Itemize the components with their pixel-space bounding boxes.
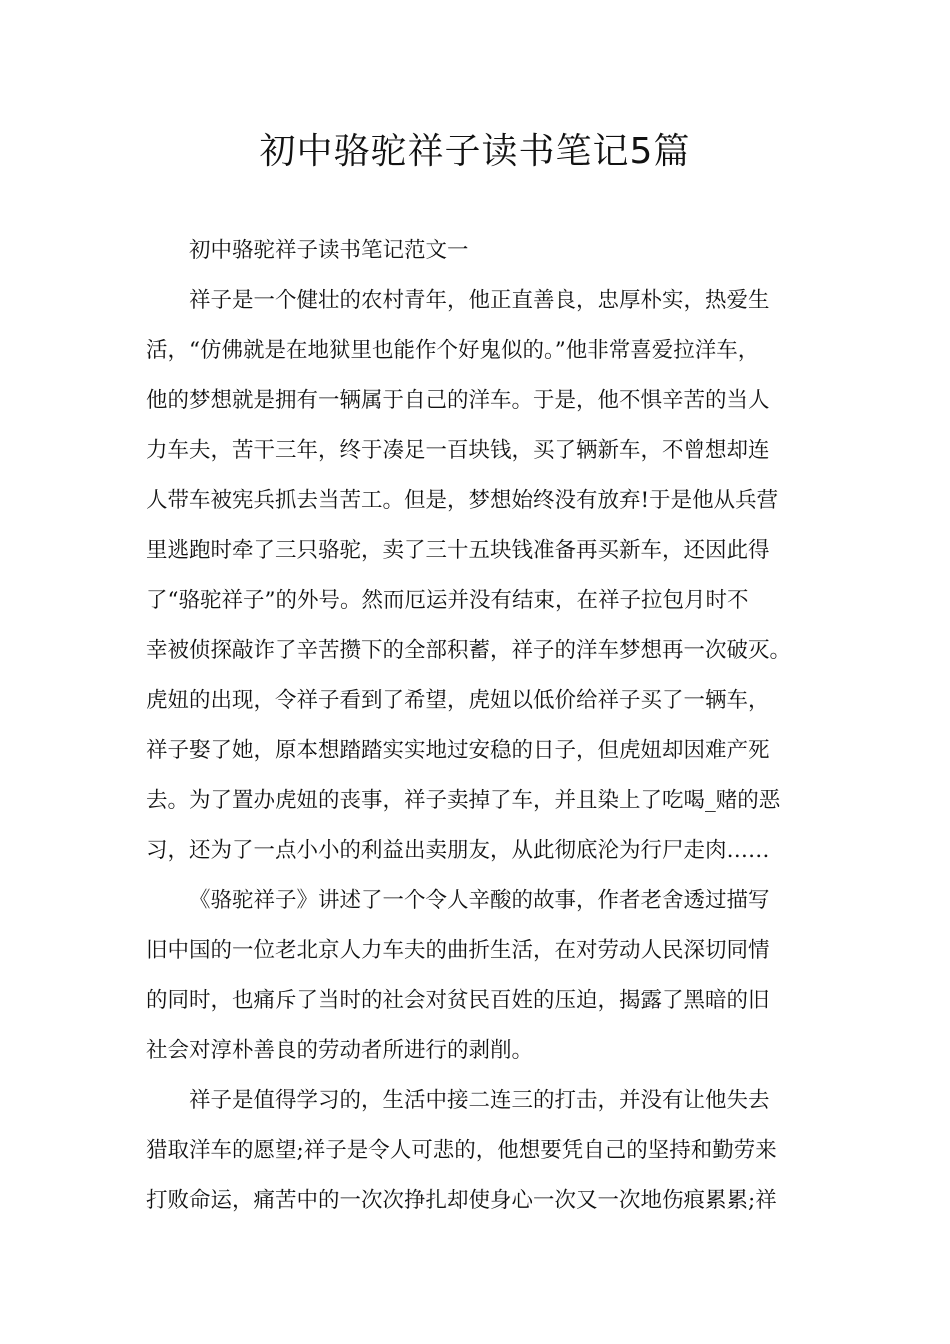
text-line: 社会对淳朴善良的劳动者所进行的剥削。: [146, 1038, 534, 1063]
text-line: 虎妞的出现，令祥子看到了希望，虎妞以低价给祥子买了一辆车，: [146, 688, 770, 713]
text-line: 习，还为了一点小小的利益出卖朋友，从此彻底沦为行尸走肉……: [146, 838, 770, 863]
text-line: 打败命运，痛苦中的一次次挣扎却使身心一次又一次地伤痕累累;祥: [146, 1188, 777, 1213]
text-line: 祥子是一个健壮的农村青年，他正直善良，忠厚朴实，热爱生: [189, 288, 770, 313]
text-line: 祥子是值得学习的，生活中接二连三的打击，并没有让他失去: [189, 1088, 770, 1113]
text-line: 去。为了置办虎妞的丧事，祥子卖掉了车，并且染上了吃喝_赌的恶: [146, 788, 781, 813]
text-line: 里逃跑时牵了三只骆驼，卖了三十五块钱准备再买新车，还因此得: [146, 538, 770, 563]
text-line: 旧中国的一位老北京人力车夫的曲折生活，在对劳动人民深切同情: [146, 938, 770, 963]
text-line: 猎取洋车的愿望;祥子是令人可悲的，他想要凭自己的坚持和勤劳来: [146, 1138, 777, 1163]
text-line: 幸被侦探敲诈了辛苦攒下的全部积蓄，祥子的洋车梦想再一次破灭。: [146, 638, 792, 663]
document-title: 初中骆驼祥子读书笔记5篇: [259, 131, 691, 172]
text-line: 了“骆驼祥子”的外号。然而厄运并没有结束，在祥子拉包月时不: [146, 588, 749, 613]
section-heading: 初中骆驼祥子读书笔记范文一: [189, 238, 469, 263]
text-line: 祥子娶了她，原本想踏踏实实地过安稳的日子，但虎妞却因难产死: [146, 738, 770, 763]
text-line: 的同时，也痛斥了当时的社会对贫民百姓的压迫，揭露了黑暗的旧: [146, 988, 770, 1013]
text-line: 《骆驼祥子》讲述了一个令人辛酸的故事，作者老舍透过描写: [189, 888, 770, 913]
text-line: 活，“仿佛就是在地狱里也能作个好鬼似的。”他非常喜爱拉洋车，: [146, 338, 760, 363]
text-line: 他的梦想就是拥有一辆属于自己的洋车。于是，他不惧辛苦的当人: [146, 388, 770, 413]
text-line: 人带车被宪兵抓去当苦工。但是，梦想始终没有放弃!于是他从兵营: [146, 488, 779, 513]
text-line: 力车夫，苦干三年，终于凑足一百块钱，买了辆新车，不曾想却连: [146, 438, 770, 463]
